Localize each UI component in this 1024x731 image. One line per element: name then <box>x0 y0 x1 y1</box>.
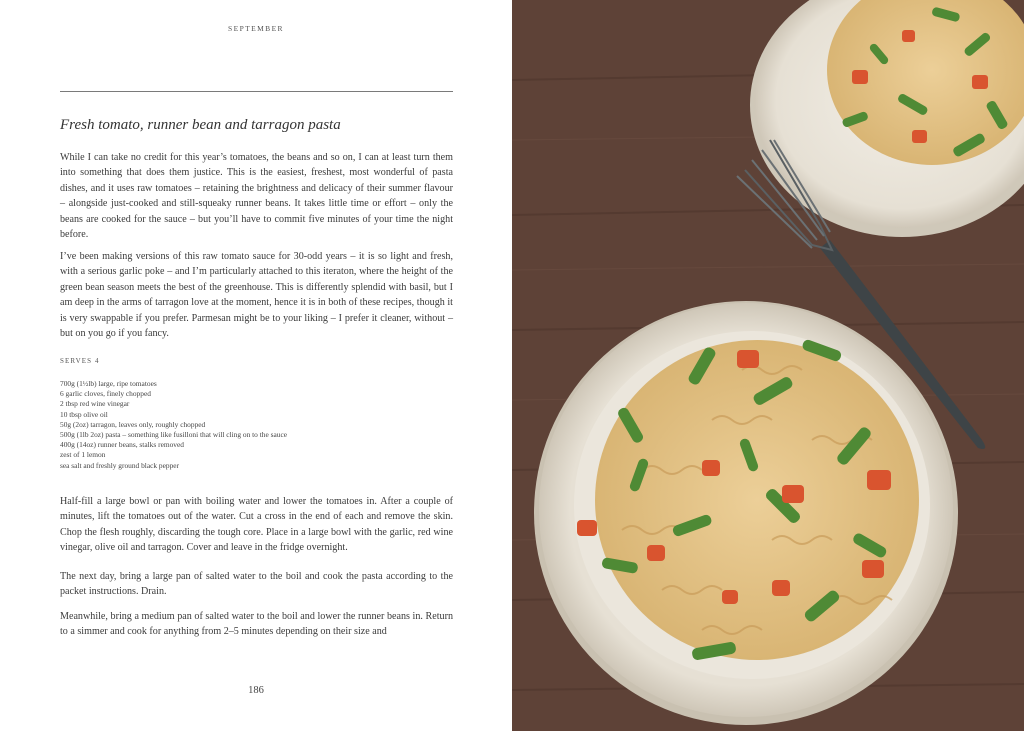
ingredient-item: 500g (1lb 2oz) pasta – something like fusilloni that will cling on to the sauce <box>60 430 288 440</box>
ingredient-item: sea salt and freshly ground black pepper <box>60 460 180 470</box>
intro-paragraph-1: While I can take no credit for this year’s tomatoes, the beans and so on, I can at least turn them into something that does them justice. This is the easiest, freshest, most wonderful of pasta dishes, and it uses raw tomatoes – retaining the brightness and delicacy of their summer flavour – alongside just-cooked and still-squeaky runner beans. It takes little time or effort – only the beans are cooked for the sauce – but you’ll have to commit five minutes of your time the night before. <box>60 152 453 241</box>
recipe-title: Fresh tomato, runner bean and tarragon pasta <box>60 117 341 133</box>
intro-paragraph-2: I’ve been making versions of this raw tomato sauce for 30-odd years – it is so light and fresh, with a serious garlic poke – and I’m particularly attached to this iteraton, where the height of the green bean season meets the best of the greenhouse. This is differently splendid with basil, but I am deep in the arms of tarragon love at the moment, hence it is in both of these recipes, though it is very swappable if you prefer. Parmesan might be to your liking – I prefer it cleaner, without – but on you go if you fancy. <box>60 251 453 340</box>
ingredient-item: 2 tbsp red wine vinegar <box>60 399 130 409</box>
main-bowl <box>534 301 958 725</box>
running-head: SEPTEMBER <box>228 24 284 33</box>
serves-label: SERVES 4 <box>60 357 100 365</box>
ingredients-list <box>60 379 453 471</box>
ingredient-item: 700g (1½lb) large, ripe tomatoes <box>60 379 157 388</box>
ingredient-item: zest of 1 lemon <box>60 450 106 460</box>
pasta-dish-photo <box>512 0 1024 731</box>
ingredient-item: 50g (2oz) tarragon, leaves only, roughly chopped <box>60 419 206 429</box>
ingredient-item: 6 garlic cloves, finely chopped <box>60 389 151 399</box>
ingredient-item: 400g (14oz) runner beans, stalks removed <box>60 440 184 450</box>
header-rule <box>60 91 453 92</box>
method-step-2: The next day, bring a large pan of salted water to the boil and cook the pasta according to the packet instructions. Drain. <box>60 571 453 598</box>
page-number: 186 <box>248 685 264 696</box>
method-step-1: Half-fill a large bowl or pan with boiling water and lower the tomatoes in. After a couple of minutes, lift the tomatoes out of the water. Cut a cross in the end of each and remove the skin. Chop the flesh roughly, discarding the tough core. Place in a large bowl with the garlic, red wine vinegar, olive oil and tarragon. Cover and leave in the fridge overnight. <box>60 496 453 554</box>
ingredient-item: 10 tbsp olive oil <box>60 409 108 419</box>
right-page-photo <box>512 0 1024 731</box>
main-pasta <box>595 340 919 660</box>
method-step-3: Meanwhile, bring a medium pan of salted water to the boil and lower the runner beans in. Return to a simmer and cook for anything from 2–5 minutes depending on their size and <box>60 611 453 638</box>
